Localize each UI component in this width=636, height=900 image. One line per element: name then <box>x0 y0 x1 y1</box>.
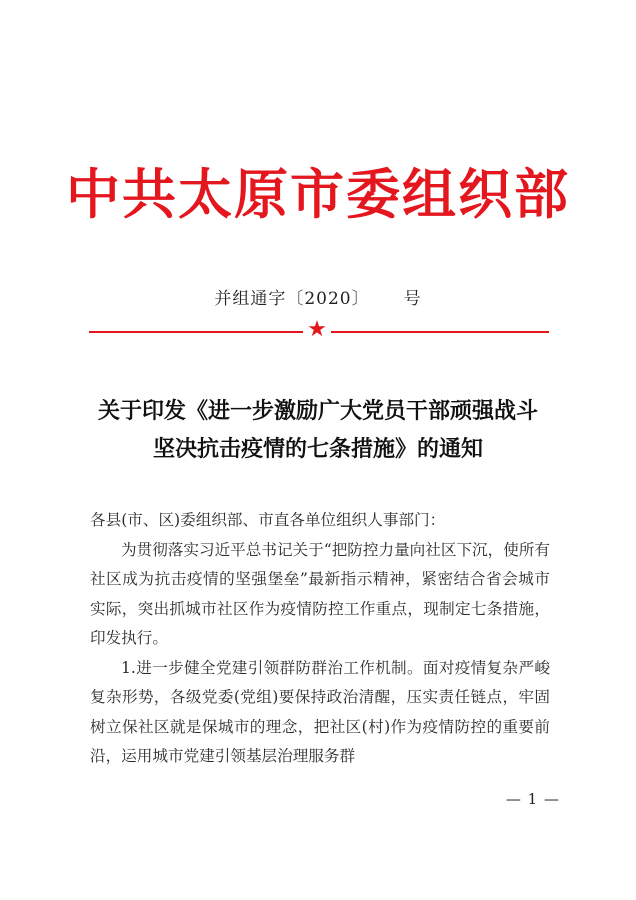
title-line-2: 坚决抗击疫情的七条措施》的通知 <box>152 436 483 462</box>
red-divider-left <box>89 331 303 333</box>
document-title <box>60 392 576 468</box>
title-line-1: 关于印发《进一步激励广大党员干部顽强战斗 <box>97 398 538 424</box>
document-body <box>90 506 550 772</box>
page-number: — 1 — <box>505 790 560 808</box>
salutation: 各县(市、区)委组织部、市直各单位组织人事部门： <box>90 511 446 529</box>
document-number-prefix: 并组通字〔2020〕 <box>214 289 370 309</box>
document-number-suffix: 号 <box>403 289 422 309</box>
masthead-org-name: 中共太原市委组织部 <box>66 163 570 226</box>
star-icon: ★ <box>307 317 327 342</box>
document-number <box>0 284 636 309</box>
paragraph-intro: 为贯彻落实习近平总书记关于“把防控力量向社区下沉，使所有社区成为抗击疫情的坚强堡垒”最新指示精神，紧密结合省会城市实际，突出抓城市社区作为疫情防控工作重点，现制定七条措施，印发执行。 <box>90 540 551 647</box>
red-divider-right <box>331 331 549 333</box>
paragraph-measure-1: 1.进一步健全党建引领群防群治工作机制。面对疫情复杂严峻复杂形势，各级党委(党组)要保持政治清醒，压实责任链点，牢固树立保社区就是保城市的理念，把社区(村)作为疫情防控的重要前沿，运用城市党建引领基层治理服务群 <box>90 658 550 765</box>
